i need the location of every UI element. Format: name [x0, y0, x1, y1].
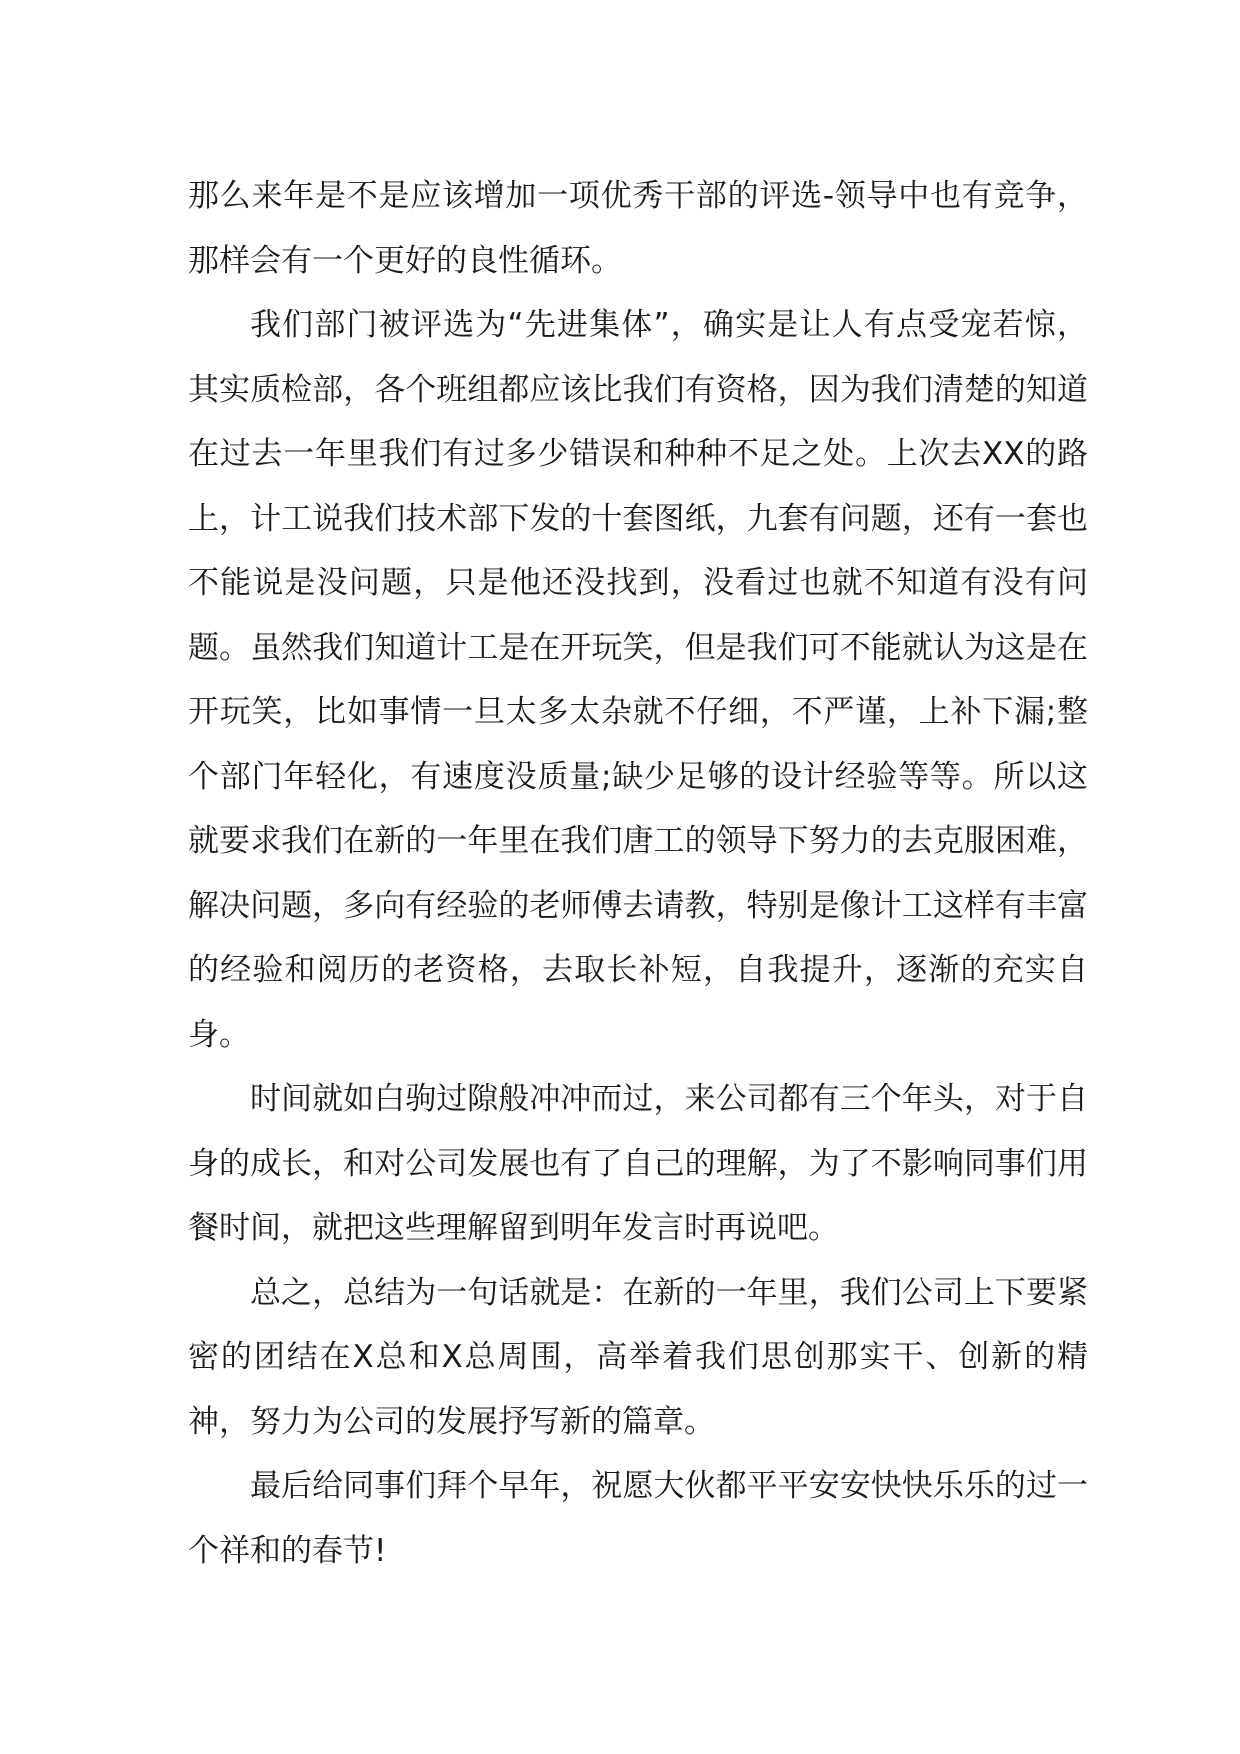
document-body	[188, 164, 1088, 1583]
paragraph-4: 总之，总结为一句话就是：在新的一年里，我们公司上下要紧密的团结在X总和X总周围，高举着我们思创那实干、创新的精神，努力为公司的发展抒写新的篇章。	[188, 1274, 1088, 1440]
paragraph-3: 时间就如白驹过隙般冲冲而过，来公司都有三个年头，对于自身的成长，和对公司发展也有了自己的理解，为了不影响同事们用餐时间，就把这些理解留到明年发言时再说吧。	[188, 1081, 1088, 1246]
paragraph-5: 最后给同事们拜个早年，祝愿大伙都平平安安快快乐乐的过一个祥和的春节!	[188, 1468, 1088, 1569]
paragraph-2: 我们部门被评选为“先进集体”，确实是让人有点受宠若惊，其实质检部，各个班组都应该比我们有资格，因为我们清楚的知道在过去一年里我们有过多少错误和种种不足之处。上次去XX的路上，计工说我们技术部下发的十套图纸，九套有问题，还有一套也不能说是没问题，只是他还没找到，没看过也就不知道有没有问题。虽然我们知道计工是在开玩笑，但是我们可不能就认为这是在开玩笑，比如事情一旦太多太杂就不仔细，不严谨，上补下漏;整个部门年轻化，有速度没质量;缺少足够的设计经验等等。所以这就要求我们在新的一年里在我们唐工的领导下努力的去克服困难，解决问题，多向有经验的老师傅去请教，特别是像计工这样有丰富的经验和阅历的老资格，去取长补短，自我提升，逐渐的充实自身。	[188, 307, 1088, 1053]
paragraph-1: 那么来年是不是应该增加一项优秀干部的评选-领导中也有竞争，那样会有一个更好的良性循环。	[188, 178, 1088, 279]
